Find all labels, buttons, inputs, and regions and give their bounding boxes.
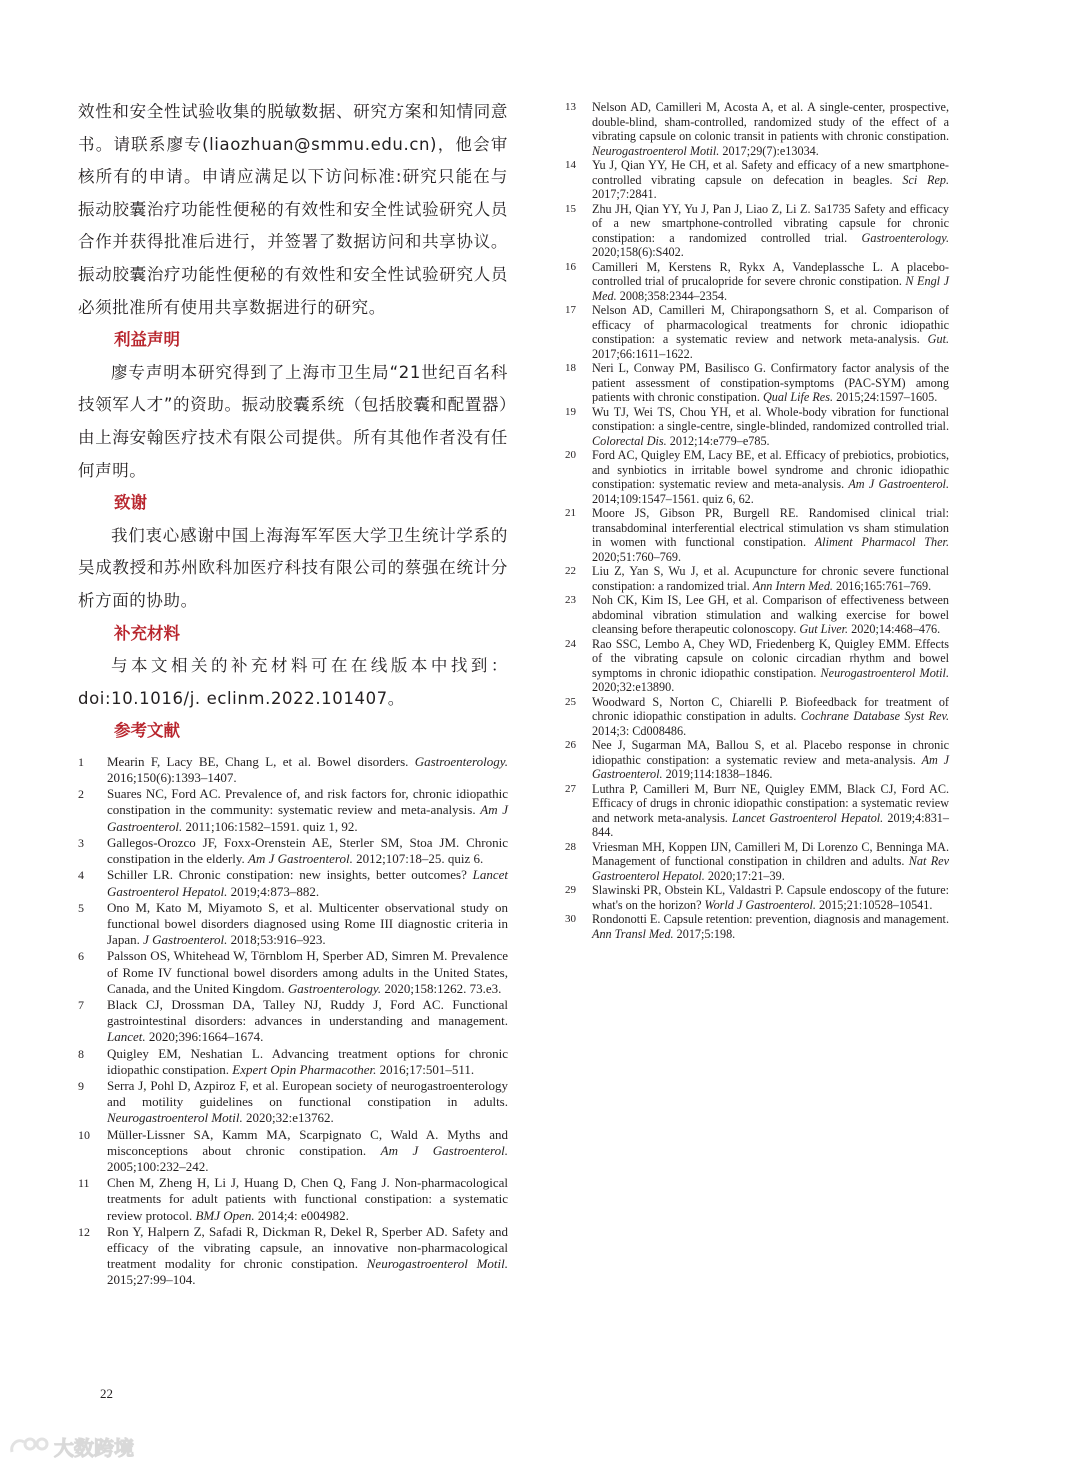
- reference-item: [78, 867, 508, 899]
- reference-number: 16: [565, 260, 576, 273]
- reference-text: [107, 1224, 508, 1289]
- reference-item: [565, 158, 949, 202]
- reference-item: [78, 1175, 508, 1224]
- reference-citation: 2018;53:916–923.: [227, 932, 326, 948]
- reference-number: 27: [565, 782, 576, 795]
- reference-citation: 2020;51:760–769.: [592, 549, 682, 564]
- reference-text: [592, 158, 949, 202]
- reference-text: [107, 1046, 508, 1078]
- reference-number: 30: [565, 913, 576, 925]
- reference-journal: Am J Gastroenterol.: [592, 752, 949, 781]
- reference-number: 15: [565, 202, 576, 215]
- reference-number: 18: [565, 362, 576, 374]
- reference-citation: 2016;17:501–511.: [376, 1061, 475, 1077]
- reference-journal: Am J Gastroenterol.: [380, 1142, 508, 1158]
- reference-journal: J Gastroenterol.: [143, 932, 228, 948]
- reference-list-right: [565, 100, 949, 941]
- reference-journal: Neurogastroenterol Motil.: [820, 665, 949, 680]
- reference-citation: 2017;29(7):e13034.: [719, 143, 819, 158]
- reference-journal: N Engl J Med.: [592, 274, 949, 303]
- reference-authors-title: Serra J, Pohl D, Azpiroz F, et al. European society of neurogastroenterology and motility guidelines on functional constipation in adults.: [107, 1077, 508, 1110]
- reference-authors-title: Neri L, Conway PM, Basilisco G. Confirmatory factor analysis of the patient assessment of constipation-symptoms (PAC-SYM) among patients with chronic constipation.: [592, 361, 949, 404]
- reference-text: [592, 883, 949, 912]
- watermark: [8, 1432, 134, 1461]
- watermark-text: 大数跨境: [54, 1436, 134, 1460]
- reference-citation: 2016;150(6):1393–1407.: [107, 770, 237, 786]
- reference-item: [565, 738, 949, 782]
- reference-journal: Expert Opin Pharmacother.: [232, 1061, 377, 1077]
- reference-text: [107, 786, 508, 835]
- reference-item: [565, 100, 949, 158]
- reference-authors-title: Ron Y, Halpern Z, Safadi R, Dickman R, Dekel R, Sperber AD. Safety and efficacy of the vibrating capsule, an innovative non-pharmacological treatment modality for chronic constipation.: [107, 1223, 508, 1272]
- reference-text: [107, 997, 508, 1046]
- reference-number: 20: [565, 449, 576, 461]
- reference-citation: 2005;100:232–242.: [107, 1158, 209, 1174]
- reference-number: 19: [565, 405, 576, 418]
- reference-citation: 2020;396:1664–1674.: [145, 1029, 264, 1045]
- reference-citation: 2008;358:2344–2354.: [616, 288, 728, 303]
- reference-citation: 2020;158:1262. 73.e3.: [381, 980, 502, 996]
- reference-authors-title: Slawinski PR, Obstein KL, Valdastri P. Capsule endoscopy of the future: what's on the horizon?: [592, 883, 949, 912]
- reference-journal: Gastroenterology.: [861, 230, 949, 245]
- references-title: 参考文献: [114, 721, 180, 741]
- reference-item: [565, 448, 949, 506]
- reference-number: 26: [565, 739, 576, 751]
- reference-citation: 2019;4:873–882.: [227, 883, 320, 899]
- reference-authors-title: Noh CK, Kim IS, Lee GH, et al. Comparison of effectiveness between abdominal vibration stimulation and walking exercise for bowel cleansing before therapeutic colonoscopy.: [592, 593, 949, 636]
- reference-authors-title: Nelson AD, Camilleri M, Acosta A, et al. A single-center, prospective, double-blind, sham-controlled, randomized study of the effect of a vibrating capsule on colonic transit in patients with chronic constipation.: [592, 100, 949, 143]
- section-body-conflict-of-interest: 廖专声明本研究得到了上海市卫生局“21世纪百名科技领军人才”的资助。振动胶囊系统（包括胶囊和配置器）由上海安翰医疗技术有限公司提供。所有其他作者没有任何声明。: [78, 362, 508, 480]
- reference-item: [565, 782, 949, 840]
- reference-text: [592, 912, 949, 941]
- reference-number: 5: [78, 900, 84, 915]
- reference-citation: 2014;3: Cd008486.: [592, 723, 687, 738]
- reference-citation: 2020;14:468–476.: [848, 622, 941, 636]
- reference-journal: Gut.: [927, 332, 949, 346]
- reference-number: 8: [78, 1046, 84, 1061]
- reference-text: [107, 867, 508, 899]
- reference-number: 11: [78, 1176, 90, 1191]
- reference-item: [565, 637, 949, 695]
- data-sharing-paragraph: 效性和安全性试验收集的脱敏数据、研究方案和知情同意书。请联系廖专(liaozhuan@smmu.edu.cn)，他会审核所有的申请。申请应满足以下访问标准:研究只能在与振动胶囊治疗功能性便秘的有效性和安全性试验研究人员合作并获得批准后进行，并签署了数据访问和共享协议。振动胶囊治疗功能性便秘的有效性和安全性试验研究人员必须批准所有使用共享数据进行的研究。: [78, 102, 508, 317]
- reference-journal: Cochrane Database Syst Rev.: [800, 709, 949, 723]
- reference-item: [78, 754, 508, 786]
- reference-authors-title: Suares NC, Ford AC. Prevalence of, and risk factors for, chronic idiopathic constipation in the community: systematic review and meta-analysis.: [107, 786, 508, 818]
- reference-item: [565, 695, 949, 739]
- reference-authors-title: Vriesman MH, Koppen IJN, Camilleri M, Di Lorenzo C, Benninga MA. Management of functional constipation in children and adults.: [592, 839, 949, 868]
- reference-text: [592, 782, 949, 840]
- reference-journal: Lancet Gastroenterol Hepatol.: [732, 810, 884, 825]
- reference-citation: 2012;107:18–25. quiz 6.: [352, 851, 484, 867]
- reference-item: [78, 1078, 508, 1127]
- reference-item: [78, 1127, 508, 1176]
- reference-text: [592, 100, 949, 158]
- reference-text: [592, 202, 949, 260]
- reference-journal: Am J Gastroenterol.: [248, 851, 353, 867]
- reference-number: 28: [565, 840, 576, 853]
- reference-number: 17: [565, 304, 576, 316]
- reference-text: [107, 1175, 508, 1224]
- reference-list-left: [78, 754, 508, 1289]
- reference-authors-title: Ono M, Kato M, Miyamoto S, et al. Multicenter observational study on functional bowel disorders diagnosed using Rome III diagnostic criteria in Japan.: [107, 899, 508, 948]
- reference-authors-title: Luthra P, Camilleri M, Burr NE, Quigley EMM, Black CJ, Ford AC. Efficacy of drugs in chronic idiopathic constipation: a systematic review and network meta-analysis.: [592, 781, 949, 825]
- reference-journal: Am J Gastroenterol.: [107, 802, 508, 834]
- reference-authors-title: Yu J, Qian YY, He CH, et al. Safety and efficacy of a new smartphone-controlled vibrating capsule on defecation in beagles.: [592, 158, 949, 187]
- reference-authors-title: Moore JS, Gibson PR, Burgell RE. Randomised clinical trial: transabdominal interferential electrical stimulation vs sham stimulation in women with functional constipation.: [592, 506, 949, 549]
- reference-number: 25: [565, 695, 576, 708]
- reference-text: [107, 754, 508, 786]
- reference-journal: Nat Rev Gastroenterol Hepatol.: [592, 854, 949, 883]
- reference-journal: Lancet Gastroenterol Hepatol.: [107, 867, 508, 899]
- reference-journal: Gut Liver.: [799, 622, 849, 636]
- reference-item: [78, 1224, 508, 1289]
- reference-number: 22: [565, 565, 576, 577]
- reference-item: [565, 405, 949, 449]
- reference-citation: 2020;17:21–39.: [704, 868, 785, 883]
- reference-item: [565, 593, 949, 637]
- reference-journal: BMJ Open.: [195, 1207, 255, 1223]
- reference-authors-title: Rao SSC, Lembo A, Chey WD, Friedenberg K, Quigley EMM. Effects of the vibrating capsule on colonic circadian rhythm and bowel symptoms in chronic idiopathic constipation.: [592, 636, 949, 680]
- section-title-conflict-of-interest: 利益声明: [114, 330, 180, 350]
- reference-authors-title: Ford AC, Quigley EM, Lacy BE, et al. Efficacy of prebiotics, probiotics, and synbiotics in irritable bowel syndrome and chronic idiopathic constipation: systematic review and meta-analysis.: [592, 448, 949, 491]
- reference-authors-title: Chen M, Zheng H, Li J, Huang D, Chen Q, Fang J. Non-pharmacological treatments for adult patients with functional constipation: a systematic review protocol.: [107, 1175, 508, 1223]
- reference-text: [592, 361, 949, 405]
- reference-citation: 2014;4: e004982.: [254, 1207, 349, 1223]
- reference-item: [565, 564, 949, 593]
- reference-citation: 2017;7:2841.: [592, 187, 657, 201]
- reference-text: [107, 1078, 508, 1127]
- reference-text: [592, 637, 949, 695]
- reference-item: [565, 202, 949, 260]
- reference-text: [592, 564, 949, 593]
- reference-journal: Neurogastroenterol Motil.: [592, 143, 720, 158]
- reference-number: 2: [78, 787, 84, 802]
- reference-item: [565, 361, 949, 405]
- left-column: [78, 96, 508, 1289]
- reference-citation: 2019;114:1838–1846.: [662, 767, 773, 781]
- page-number: 22: [100, 1386, 113, 1401]
- reference-authors-title: Camilleri M, Kerstens R, Rykx A, Vandeplassche L. A placebo-controlled trial of prucalopride for severe chronic constipation.: [592, 259, 949, 288]
- reference-journal: World J Gastroenterol.: [704, 897, 816, 912]
- reference-citation: 2015;21:10528–10541.: [815, 897, 933, 912]
- reference-journal: Am J Gastroenterol.: [848, 477, 949, 491]
- reference-number: 6: [78, 949, 84, 964]
- reference-citation: 2015;24:1597–1605.: [833, 390, 938, 404]
- reference-item: [565, 506, 949, 564]
- reference-number: 1: [78, 754, 84, 769]
- reference-text: [592, 695, 949, 739]
- reference-citation: 2016;165:761–769.: [832, 578, 932, 593]
- reference-text: [107, 948, 508, 997]
- section-body-supplementary: 与本文相关的补充材料可在在线版本中找到：doi:10.1016/j. eclinm.2022.101407。: [78, 656, 508, 708]
- reference-text: [592, 448, 949, 506]
- reference-citation: 2011;106:1582–1591. quiz 1, 92.: [182, 818, 358, 834]
- reference-journal: Neurogastroenterol Motil.: [107, 1110, 243, 1126]
- reference-authors-title: Wu TJ, Wei TS, Chou YH, et al. Whole-body vibration for functional constipation: a single-centre, single-blinded, randomized controlled trial.: [592, 404, 949, 433]
- reference-citation: 2017;66:1611–1622.: [592, 346, 693, 361]
- watermark-logo-icon: [8, 1434, 50, 1460]
- reference-text: [592, 303, 949, 361]
- reference-text: [592, 405, 949, 449]
- reference-text: [592, 840, 949, 884]
- reference-authors-title: Quigley EM, Neshatian L. Advancing treatment options for chronic idiopathic constipation.: [107, 1045, 508, 1077]
- reference-number: 9: [78, 1078, 84, 1093]
- reference-journal: Neurogastroenterol Motil.: [366, 1256, 508, 1272]
- reference-journal: Lancet.: [107, 1029, 146, 1045]
- reference-journal: Ann Intern Med.: [752, 578, 833, 593]
- section-body-acknowledgements: 我们衷心感谢中国上海海军军医大学卫生统计学系的吴成教授和苏州欧科加医疗科技有限公司的蔡强在统计分析方面的协助。: [78, 525, 508, 610]
- reference-authors-title: Nelson AD, Camilleri M, Chirapongsathorn S, et al. Comparison of efficacy of pharmacological treatments for chronic idiopathic constipation: a systematic review and network meta-analysis.: [592, 303, 949, 346]
- section-title-acknowledgements: 致谢: [114, 493, 147, 513]
- reference-authors-title: Black CJ, Drossman DA, Talley NJ, Ruddy J, Ford AC. Functional gastrointestinal disorders: advances in understanding and management.: [107, 996, 508, 1029]
- reference-authors-title: Palsson OS, Whitehead W, Törnblom H, Sperber AD, Simren M. Prevalence of Rome IV functional bowel disorders among adults in the United States, Canada, and the United Kingdom.: [107, 948, 508, 996]
- reference-journal: Gastroenterology.: [287, 980, 382, 996]
- reference-citation: 2014;109:1547–1561. quiz 6, 62.: [592, 491, 754, 506]
- reference-citation: 2020;32:e13762.: [242, 1110, 334, 1126]
- section-title-supplementary: 补充材料: [114, 623, 180, 643]
- reference-authors-title: Rondonotti E. Capsule retention: prevention, diagnosis and management.: [592, 912, 949, 926]
- reference-item: [565, 840, 949, 884]
- reference-authors-title: Schiller LR. Chronic constipation: new insights, better outcomes?: [107, 867, 473, 883]
- reference-authors-title: Woodward S, Norton C, Chiarelli P. Biofeedback for treatment of chronic idiopathic constipation in adults.: [592, 694, 949, 723]
- reference-number: 12: [78, 1224, 90, 1239]
- reference-citation: 2017;5:198.: [673, 926, 736, 941]
- reference-journal: Qual Life Res.: [762, 390, 834, 404]
- reference-text: [592, 506, 949, 564]
- reference-authors-title: Gallegos-Orozco JF, Foxx-Orenstein AE, Sterler SM, Stoa JM. Chronic constipation in the elderly.: [107, 834, 508, 867]
- reference-journal: Gastroenterology.: [414, 753, 508, 769]
- reference-number: 24: [565, 637, 576, 650]
- reference-number: 21: [565, 507, 576, 519]
- reference-item: [78, 835, 508, 867]
- reference-number: 13: [565, 101, 576, 113]
- reference-text: [107, 1127, 508, 1176]
- reference-number: 10: [78, 1127, 90, 1142]
- reference-item: [78, 997, 508, 1046]
- reference-citation: 2012;14:e779–e785.: [666, 433, 770, 448]
- reference-text: [592, 593, 949, 637]
- reference-number: 14: [565, 159, 576, 171]
- reference-item: [78, 1046, 508, 1078]
- reference-journal: Aliment Pharmacol Ther.: [814, 535, 949, 549]
- reference-authors-title: Mearin F, Lacy BE, Chang L, et al. Bowel disorders.: [107, 753, 415, 769]
- reference-citation: 2015;27:99–104.: [107, 1272, 196, 1288]
- reference-number: 29: [565, 884, 576, 896]
- reference-item: [78, 948, 508, 997]
- reference-text: [107, 900, 508, 949]
- reference-authors-title: Müller-Lissner SA, Kamm MA, Scarpignato C, Wald A. Myths and misconceptions about chronic constipation.: [107, 1126, 508, 1158]
- reference-authors-title: Nee J, Sugarman MA, Ballou S, et al. Placebo response in chronic idiopathic constipation: a systematic review and meta-analysis.: [592, 738, 949, 767]
- reference-number: 23: [565, 594, 576, 606]
- reference-item: [78, 786, 508, 835]
- reference-number: 3: [78, 835, 84, 850]
- reference-citation: 2019;4:831–844.: [592, 810, 949, 839]
- reference-item: [78, 900, 508, 949]
- reference-item: [565, 303, 949, 361]
- reference-number: 4: [78, 868, 84, 883]
- reference-citation: 2020;158(6):S402.: [592, 245, 684, 259]
- reference-item: [565, 260, 949, 304]
- reference-text: [592, 738, 949, 782]
- reference-number: 7: [78, 997, 84, 1012]
- reference-text: [107, 835, 508, 867]
- reference-item: [565, 912, 949, 941]
- reference-journal: Sci Rep.: [902, 172, 949, 187]
- reference-journal: Colorectal Dis.: [592, 433, 667, 448]
- right-column: [565, 100, 949, 941]
- reference-authors-title: Zhu JH, Qian YY, Yu J, Pan J, Liao Z, Li Z. Sa1735 Safety and efficacy of a new smartphone-controlled vibrating capsule for chronic constipation: a randomized controlled trial.: [592, 201, 949, 245]
- reference-journal: Ann Transl Med.: [592, 926, 674, 941]
- reference-citation: 2020;32:e13890.: [592, 680, 675, 694]
- reference-authors-title: Liu Z, Yan S, Wu J, et al. Acupuncture for chronic severe functional constipation: a randomized trial.: [592, 564, 949, 593]
- reference-item: [565, 883, 949, 912]
- reference-text: [592, 260, 949, 304]
